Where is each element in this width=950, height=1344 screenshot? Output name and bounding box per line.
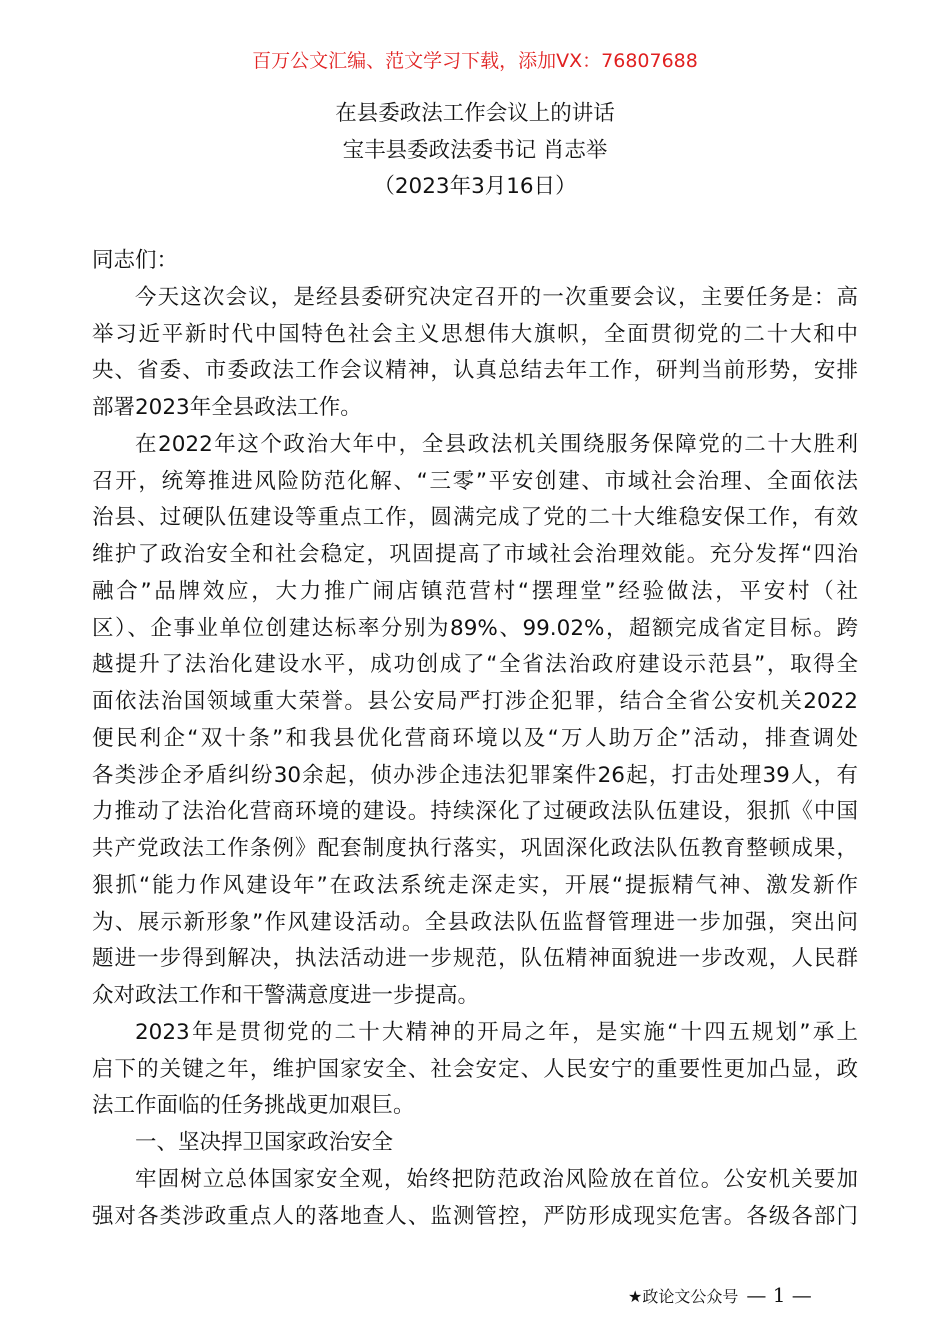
footer-source: ★政论文公众号 xyxy=(628,1286,739,1306)
paragraph-line: 众对政法工作和干警满意度进一步提高。 xyxy=(92,983,480,1008)
paragraph-line: 面依法治国领域重大荣誉。县公安局严打涉企犯罪，结合全省公安机关2022 xyxy=(92,689,858,714)
speech-title: 在县委政法工作会议上的讲话 xyxy=(335,101,615,126)
paragraph-line: 便民利企“双十条”和我县优化营商环境以及“万人助万企”活动，排查调处 xyxy=(92,725,858,751)
paragraph-line: 部署2023年全县政法工作。 xyxy=(92,395,362,420)
paragraph-line: 召开，统筹推进风险防范化解、“三零”平安创建、市域社会治理、全面依法 xyxy=(92,468,858,494)
paragraph-line: 维护了政治安全和社会稳定，巩固提高了市域社会治理效能。充分发挥“四治 xyxy=(92,542,858,567)
paragraph-line: 区）、企事业单位创建达标率分别为89%、99.02%，超额完成省定目标。跨 xyxy=(92,615,858,641)
paragraph-line: 央、省委、市委政法工作会议精神，认真总结去年工作，研判当前形势，安排 xyxy=(92,358,858,384)
paragraph-line: 同志们： xyxy=(92,248,179,273)
paragraph-line: 牢固树立总体国家安全观，始终把防范政治风险放在首位。公安机关要加 xyxy=(135,1166,858,1192)
paragraph-line: 各类涉企矛盾纠纷30余起，侦办涉企违法犯罪案件26起，打击处理39人，有 xyxy=(92,762,858,788)
paragraph-line: 今天这次会议，是经县委研究决定召开的一次重要会议，主要任务是：高 xyxy=(135,284,858,310)
page-footer xyxy=(628,1283,812,1307)
paragraph-line: 力推动了法治化营商环境的建设。持续深化了过硬政法队伍建设，狠抓《中国 xyxy=(92,799,858,825)
paragraph-line: 在2022年这个政治大年中，全县政法机关围绕服务保障党的二十大胜利 xyxy=(135,431,858,457)
paragraph-line: 强对各类涉政重点人的落地查人、监测管控，严防形成现实危害。各级各部门 xyxy=(92,1203,858,1229)
paragraph-line: 法工作面临的任务挑战更加艰巨。 xyxy=(92,1093,415,1119)
paragraph-line: 共产党政法工作条例》配套制度执行落实，巩固深化政法队伍教育整顿成果， xyxy=(92,836,858,861)
document-body xyxy=(92,243,858,1235)
speech-date: （2023年3月16日） xyxy=(373,174,577,199)
paragraph-line: 一、坚决捍卫国家政治安全 xyxy=(135,1130,394,1155)
paragraph-line: 举习近平新时代中国特色社会主义思想伟大旗帜，全面贯彻党的二十大和中 xyxy=(92,321,858,347)
paragraph-line: 治县、过硬队伍建设等重点工作，圆满完成了党的二十大维稳安保工作，有效 xyxy=(92,505,858,531)
speech-author: 宝丰县委政法委书记 肖志举 xyxy=(342,138,608,163)
paragraph-line: 为、展示新形象”作风建设活动。全县政法队伍监督管理进一步加强，突出问 xyxy=(92,909,858,935)
watermark-banner: 百万公文汇编、范文学习下载，添加VX：76807688 xyxy=(252,50,698,72)
paragraph-line: 越提升了法治化建设水平，成功创成了“全省法治政府建设示范县”，取得全 xyxy=(92,652,858,678)
paragraph-line: 2023年是贯彻党的二十大精神的开局之年，是实施“十四五规划”承上 xyxy=(135,1019,858,1045)
paragraph-line: 题进一步得到解决，执法活动进一步规范，队伍精神面貌进一步改观，人民群 xyxy=(92,946,858,972)
paragraph-line: 启下的关键之年，维护国家安全、社会安定、人民安宁的重要性更加凸显，政 xyxy=(92,1056,858,1082)
page-number: — 1 — xyxy=(746,1283,812,1307)
paragraph-line: 融合”品牌效应，大力推广闹店镇范营村“摆理堂”经验做法，平安村（社 xyxy=(92,578,858,604)
paragraph-line: 狠抓“能力作风建设年”在政法系统走深走实，开展“提振精气神、激发新作 xyxy=(92,872,858,898)
